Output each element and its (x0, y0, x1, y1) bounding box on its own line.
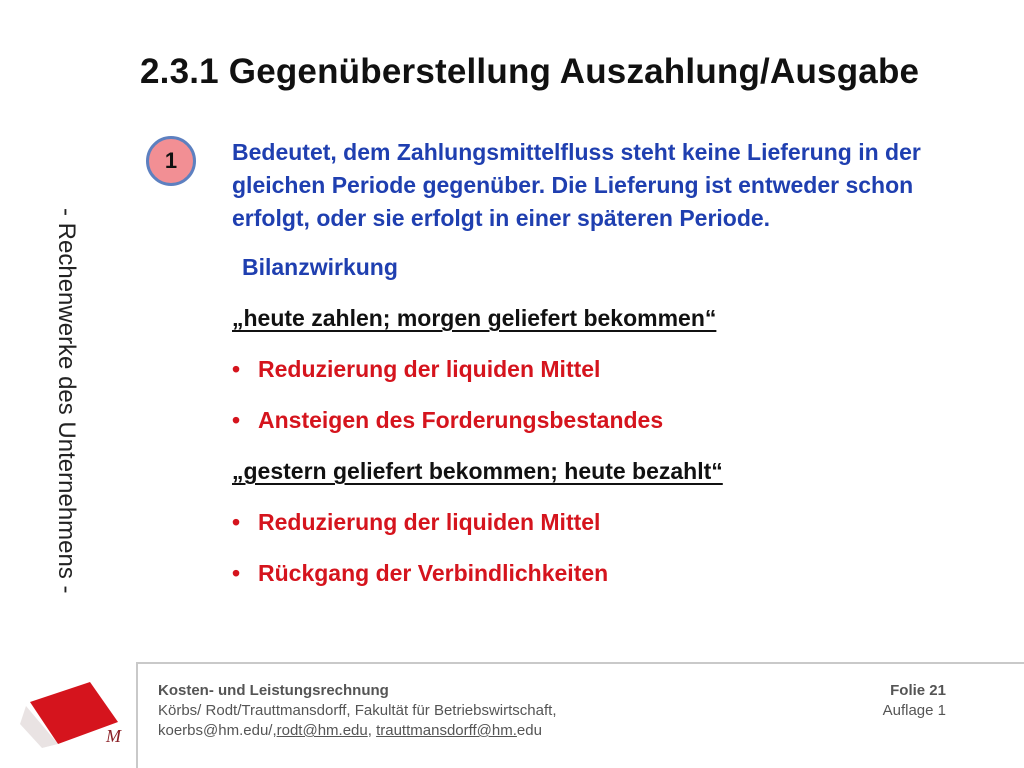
list-item-text: Reduzierung der liquiden Mittel (258, 356, 601, 382)
email-trauttmansdorff-link[interactable]: trauttmansdorff@hm. (376, 722, 517, 739)
edition-label: Auflage 1 (882, 702, 946, 719)
slide-content (232, 136, 972, 608)
number-badge: 1 (146, 136, 196, 186)
case-heading-1-text: „heute zahlen; morgen geliefert bekommen“ (232, 305, 717, 331)
list-item (232, 404, 972, 437)
email-line (158, 721, 557, 741)
course-name: Kosten- und Leistungsrechnung (158, 682, 389, 699)
bullet-icon: • (232, 407, 241, 433)
sidebar-label (48, 208, 80, 608)
case-heading-2 (232, 455, 972, 488)
email-separator: , (367, 722, 377, 739)
email-rodt-link[interactable]: rodt@hm.edu (276, 722, 368, 739)
logo-letter: M (106, 726, 121, 746)
footer-divider (136, 662, 1024, 664)
list-item-text: Reduzierung der liquiden Mittel (258, 509, 601, 535)
list-item-text: Ansteigen des Forderungsbestandes (258, 407, 664, 433)
slide-number: Folie 21 (890, 682, 946, 699)
footer-info (158, 681, 557, 741)
email-tail: edu (516, 722, 542, 739)
bullet-icon: • (232, 560, 241, 586)
case-heading-2-text: „gestern geliefert bekommen; heute bezahlt“ (232, 458, 723, 484)
list-item (232, 353, 972, 386)
effect-line (232, 251, 972, 284)
effect-label: Bilanzwirkung (242, 254, 398, 280)
hm-logo (20, 668, 130, 748)
slide-title: 2.3.1 Gegenüberstellung Auszahlung/Ausgabe (140, 52, 920, 91)
list-item (232, 506, 972, 539)
bullet-icon: • (232, 509, 241, 535)
description-paragraph: Bedeutet, dem Zahlungsmittelfluss steht keine Lieferung in der gleichen Periode gegenüber. Die Lieferung ist entweder schon erfolgt, oder sie erfolgt in einer späteren Periode. (232, 139, 921, 231)
bullet-icon: • (232, 356, 241, 382)
email-koerbs: koerbs@hm.edu/, (158, 722, 277, 739)
list-item (232, 557, 972, 590)
case-heading-1 (232, 302, 972, 335)
sidebar-label-text: - Rechenwerke des Unternehmens - (53, 208, 80, 594)
footer-divider-vertical (136, 662, 138, 768)
slide-info (883, 681, 946, 721)
list-item-text: Rückgang der Verbindlichkeiten (258, 560, 609, 586)
authors-line: Körbs/ Rodt/Trauttmansdorff, Fakultät für Betriebswirtschaft, (158, 702, 557, 719)
